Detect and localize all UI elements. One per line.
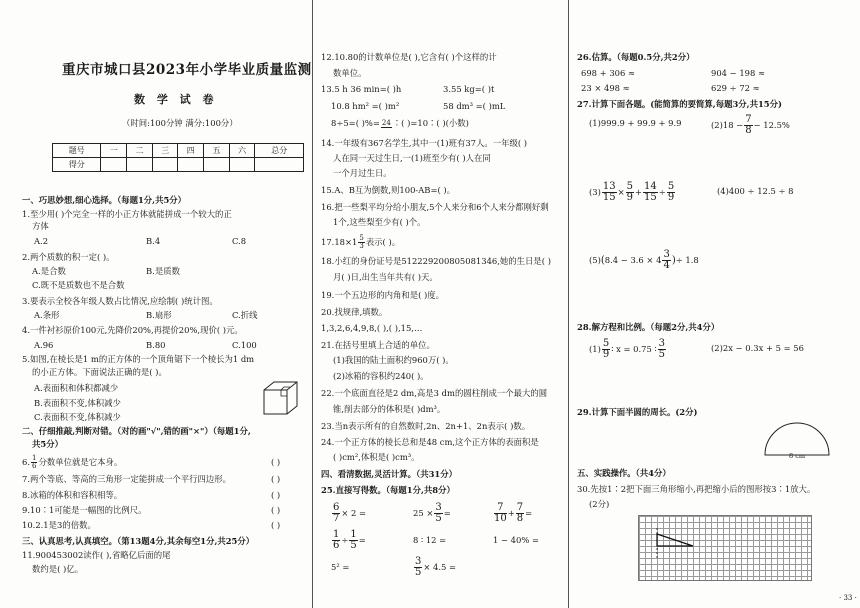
q3-text: 3.要表示全校各年级人数占比情况,应绘制( )统计图。 — [22, 296, 218, 306]
fraction: $\frac{14}{15}$ — [644, 181, 657, 203]
q20-text: 20.找规律,填数。 — [321, 307, 388, 317]
q19-text: 19.一个五边形的内角和是( )度。 — [321, 290, 445, 300]
exam-title: 重庆市城口县2023年小学毕业质量监测 — [62, 62, 312, 78]
q15-text: 15.A、B互为倒数,则100-AB=( )。 — [321, 185, 456, 195]
q11-text-cont: 数约是( )亿。 — [32, 564, 84, 574]
fraction: $\frac{5}{9}$ — [626, 181, 634, 203]
section-5-heading: 五、实践操作。（共4分） — [577, 468, 671, 478]
q10-text: 10.2.1是3的倍数。 — [22, 520, 96, 530]
q27-item-4: (4)400 ÷ 12.5 ÷ 8 — [717, 186, 794, 196]
fraction: $\frac{7}{8}$ — [516, 502, 524, 524]
q1-text-cont: 方体 — [32, 221, 49, 231]
q4-option-a: A.96 — [34, 340, 54, 350]
q5-text: 5.如图,在棱长是1 m的正方体的一个顶角锯下一个棱长为1 dm — [22, 354, 255, 364]
semicircle-label: 8 cm — [789, 452, 806, 460]
score-cell: 总分 — [255, 144, 304, 158]
q25-item-6: 1 − 40% = — [493, 535, 539, 545]
q25-item-1: $\frac{6}{7}$ × 2 = — [333, 502, 367, 524]
q18-text: 18.小红的身份证号是512229200805081346,她的生日是( ) — [321, 256, 551, 266]
q13-part-e: 8÷5=( )%= 24 ∶( )=10∶( )(小数) — [331, 118, 469, 128]
score-table-score-row — [53, 158, 304, 172]
q16-text-cont: 1个,这些梨至少有( )个。 — [333, 217, 426, 227]
q21-part-2: (2)冰箱的容积约240( )。 — [333, 371, 429, 381]
q27-item-1: (1)999.9 + 99.9 + 9.9 — [589, 118, 682, 128]
fraction: $\frac{13}{15}$ — [602, 181, 616, 203]
fraction: $\frac{1}{5}$ — [350, 529, 357, 551]
score-table-header-row — [53, 144, 304, 158]
q13-part-d: 58 dm³ =( )mL — [443, 101, 506, 111]
q12-text-cont: 数单位。 — [333, 68, 367, 78]
fraction: $\frac{3}{5}$ — [435, 502, 442, 524]
q25-item-8: $\frac{3}{5}$ × 4.5 = — [415, 556, 457, 578]
fraction: $\frac{3}{4}$ — [663, 249, 670, 271]
score-cell: 一 — [101, 144, 127, 158]
q12-text: 12.10.80的计数单位是( ),它含有( )个这样的计 — [321, 52, 497, 62]
q8-text: 8.冰箱的体积和容积相等。 — [22, 490, 123, 500]
score-input-cell[interactable] — [229, 158, 255, 172]
q13-part-b: 3.55 kg=( )t — [443, 84, 495, 94]
q26-heading: 26.估算。（每题0.5分,共2分） — [577, 52, 695, 62]
q25-item-5: 8 ∶ 12 = — [413, 535, 447, 545]
q26-item-1: 698 + 306 ≈ — [581, 68, 635, 78]
fraction: $\frac{7}{10}$ — [494, 502, 507, 524]
q5-text-cont: 的小正方体。下面说法正确的是( )。 — [32, 367, 167, 377]
q7-text: 7.两个等底、等高的三角形一定能拼成一个平行四边形。 — [22, 474, 231, 484]
q24-text-cont: ( )cm²,体积是( )cm³。 — [333, 452, 420, 462]
q5-option-b: B.表面积不变,体积减少 — [34, 398, 121, 408]
q17-text: 17.18×1 $\frac{5}{3}$ 表示( )。 — [321, 234, 401, 250]
column-middle — [312, 0, 569, 608]
q3-option-b: B.扇形 — [146, 310, 172, 320]
score-input-cell[interactable] — [101, 158, 127, 172]
score-input-cell[interactable] — [204, 158, 230, 172]
q29-heading: 29.计算下面半圆的周长。(2分) — [577, 407, 698, 417]
q14-text-cont2: 一个月过生日。 — [333, 168, 392, 178]
exam-meta: （时间:100分钟 满分:100分） — [122, 118, 238, 128]
q1-option-b: B.4 — [146, 236, 161, 246]
score-cell: 题号 — [53, 144, 101, 158]
fraction: $\frac{6}{7}$ — [333, 502, 340, 524]
fraction: $\frac{5}{3}$ — [359, 234, 364, 250]
q24-text: 24.一个正方体的棱长总和是48 cm,这个正方体的表面积是 — [321, 437, 539, 447]
score-cell: 得分 — [53, 158, 101, 172]
score-cell: 二 — [127, 144, 153, 158]
section-3-heading: 三、认真思考,认真填空。（第13题4分,其余每空1分,共25分） — [22, 536, 255, 546]
section-2-heading: 二、仔细推敲,判断对错。（对的画"√",错的画"×"）（每题1分, — [22, 426, 251, 436]
q2-option-b: B.是质数 — [146, 266, 180, 276]
score-cell: 六 — [229, 144, 255, 158]
score-input-cell[interactable] — [178, 158, 204, 172]
q9-answer-box[interactable]: ( ) — [271, 505, 281, 515]
q27-heading: 27.计算下面各题。(能简算的要简算,每题3分,共15分) — [577, 99, 782, 109]
q2-option-c: C.既不是质数也不是合数 — [32, 280, 125, 290]
q13-part-a: 13.5 h 36 min=( )h — [321, 84, 402, 94]
q22-text: 22.一个底面直径是2 dm,高是3 dm的圆柱削成一个最大的圆 — [321, 388, 548, 398]
q14-text-cont: 人在同一天过生日,一(1)班至少有( )人在同 — [333, 153, 491, 163]
fraction: $\frac{7}{8}$ — [745, 114, 752, 136]
score-cell: 三 — [152, 144, 178, 158]
q4-option-c: C.100 — [232, 340, 257, 350]
q14-text: 14.一年级有367名学生,其中一(1)班有37人。一年级( ) — [321, 138, 528, 148]
q1-option-c: C.8 — [232, 236, 247, 246]
q3-option-c: C.折线 — [232, 310, 258, 320]
q26-item-3: 23 × 498 ≈ — [581, 83, 630, 93]
score-cell: 四 — [178, 144, 204, 158]
q25-item-4: $\frac{1}{6}$ ÷ $\frac{1}{5}$ = — [333, 529, 366, 551]
score-input-cell[interactable] — [152, 158, 178, 172]
q5-option-a: A.表面积和体积都减少 — [34, 383, 119, 393]
q21-text: 21.在括号里填上合适的单位。 — [321, 340, 435, 350]
q3-option-a: A.条形 — [34, 310, 60, 320]
q6-answer-box[interactable]: ( ) — [271, 457, 281, 467]
q26-item-4: 629 ÷ 72 ≈ — [711, 83, 760, 93]
section-1-heading: 一、巧思妙想,细心选择。（每题1分,共5分） — [22, 195, 187, 205]
page-number: · 33 · — [839, 594, 857, 602]
q28-heading: 28.解方程和比例。（每题2分,共4分） — [577, 322, 720, 332]
section-4-heading: 四、看清数据,灵活计算。（共31分） — [321, 469, 457, 479]
q2-text: 2.两个质数的积一定( )。 — [22, 252, 115, 262]
q1-text: 1.至少用( )个完全一样的小正方体就能拼成一个较大的正 — [22, 209, 232, 219]
q9-text: 9.10∶1可能是一幅图的比例尺。 — [22, 505, 147, 515]
q8-answer-box[interactable]: ( ) — [271, 490, 281, 500]
score-table — [52, 143, 304, 172]
fraction: $\frac{1}{6}$ — [32, 454, 37, 470]
q23-text: 23.当n表示所有的自然数时,2n、2n+1、2n表示( )数。 — [321, 421, 531, 431]
exam-subtitle: 数 学 试 卷 — [134, 93, 218, 106]
score-input-cell[interactable] — [255, 158, 304, 172]
fraction: $\frac{3}{5}$ — [658, 338, 666, 360]
fraction: 24 — [381, 118, 391, 127]
q4-option-b: B.80 — [146, 340, 166, 350]
q10-answer-box[interactable]: ( ) — [271, 520, 281, 530]
q7-answer-box[interactable]: ( ) — [271, 474, 281, 484]
q30-text: 30.先按1∶2把下面三角形缩小,再把缩小后的图形按3∶1放大。 — [577, 484, 816, 494]
q27-item-5: (5)(8.4 − 3.6 × 4 $\frac{3}{4}$ )÷ 1.8 — [589, 249, 699, 271]
score-input-cell[interactable] — [127, 158, 153, 172]
q13-part-c: 10.8 hm² =( )m² — [331, 101, 400, 111]
q25-heading: 25.直接写得数。（每题1分,共8分） — [321, 485, 455, 495]
q5-option-c: C.表面积不变,体积减少 — [34, 412, 121, 422]
q4-text: 4.一件衬衫原价100元,先降价20%,再提价20%,现价( )元。 — [22, 325, 243, 335]
q22-text-cont: 锥,削去部分的体积是( )dm³。 — [333, 404, 446, 414]
fraction: $\frac{5}{9}$ — [602, 338, 610, 360]
q30-points: (2分) — [589, 499, 610, 509]
section-2-heading-cont: 共5分） — [32, 439, 63, 449]
triangle-figure — [638, 515, 812, 581]
q16-text: 16.把一些梨平均分给小朋友,5个人来分和6个人来分都刚好剩 — [321, 202, 549, 212]
fraction: $\frac{5}{9}$ — [667, 181, 675, 203]
q27-item-2: (2)18 − $\frac{7}{8}$ − 12.5% — [711, 114, 790, 136]
q1-option-a: A.2 — [34, 236, 49, 246]
cube-cut-figure — [262, 380, 300, 416]
q25-item-7: 5² = — [331, 562, 350, 572]
q21-part-1: (1)我国的陆土面积约960万( )。 — [333, 355, 454, 365]
column-left — [0, 0, 312, 608]
q2-option-a: A.是合数 — [32, 266, 66, 276]
q11-text: 11.900453002读作( ),省略亿后面的尾 — [22, 550, 171, 560]
q27-item-3: (3) $\frac{13}{15}$ × $\frac{5}{9}$ + $\frac{14}{15}$ ÷ $\frac{5}{9}$ — [589, 181, 675, 203]
fraction: $\frac{3}{5}$ — [415, 556, 422, 578]
q26-item-2: 904 − 198 ≈ — [711, 68, 765, 78]
fraction: $\frac{1}{6}$ — [333, 529, 340, 551]
q28-item-1: (1) $\frac{5}{9}$ ∶ x = 0.75 ∶ $\frac{3}{5}$ — [589, 338, 666, 360]
score-cell: 五 — [204, 144, 230, 158]
q25-item-2: 25 × $\frac{3}{5}$ = — [413, 502, 451, 524]
q18-text-cont: 月( )日,出生当年共有( )天。 — [333, 272, 438, 282]
q28-item-2: (2)2x − 0.3x + 5 = 56 — [711, 343, 804, 353]
q6-text: 6. $\frac{1}{6}$ 分数单位就是它本身。 — [22, 454, 123, 470]
q25-item-3: $\frac{7}{10}$ + $\frac{7}{8}$ = — [494, 502, 533, 524]
q20-sequence: 1,3,2,6,4,9,8,( ),( ),15,… — [321, 323, 423, 333]
